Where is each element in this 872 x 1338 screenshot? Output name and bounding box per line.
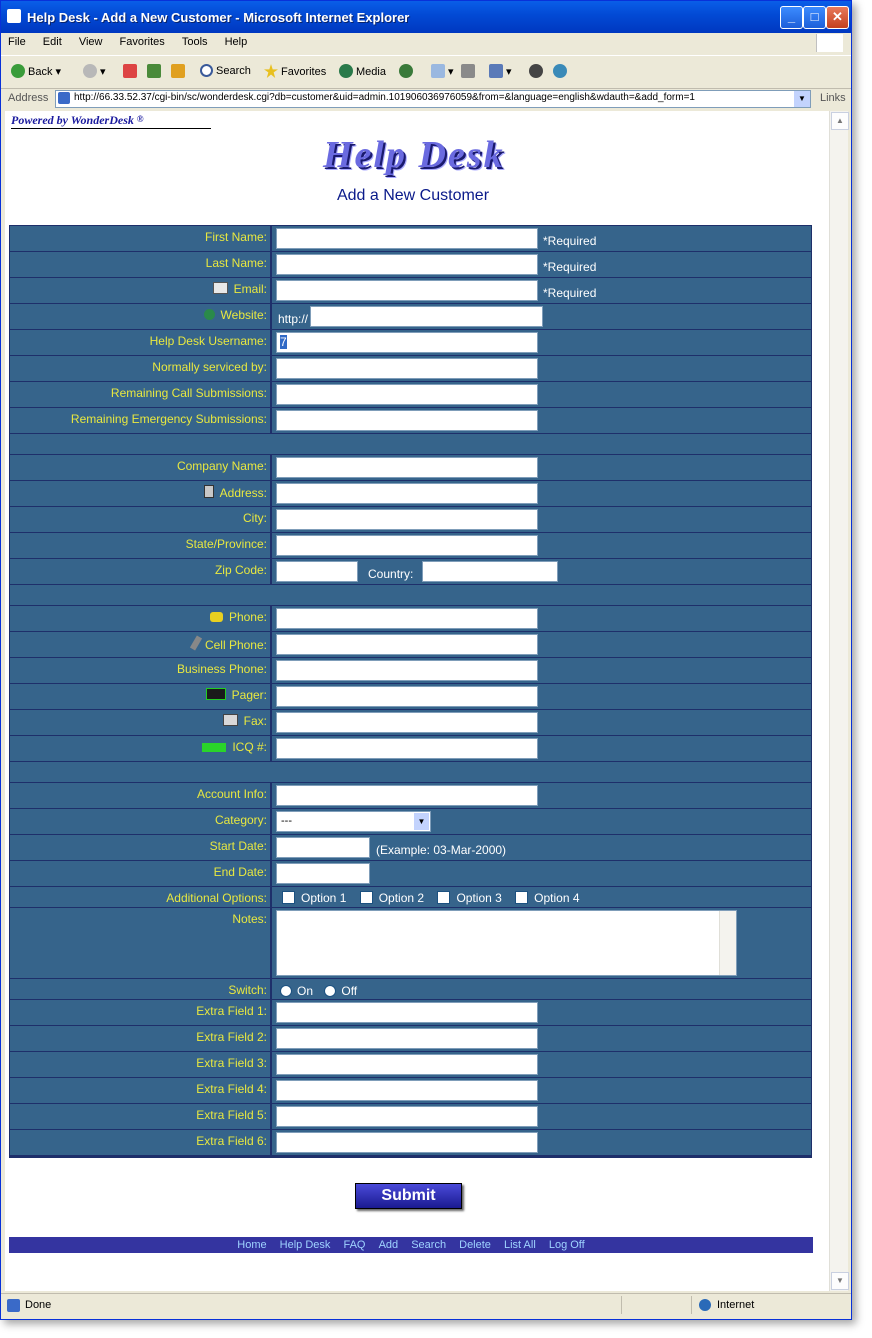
title-bar: [1, 1, 851, 33]
pager-icon: [206, 688, 226, 700]
media-icon: [339, 64, 353, 78]
submit-button[interactable]: Submit: [355, 1183, 462, 1209]
footer-link-list-all[interactable]: List All: [503, 1239, 536, 1251]
refresh-icon: [147, 64, 161, 78]
state-input[interactable]: [276, 535, 538, 556]
extra-field-2-input[interactable]: [276, 1028, 538, 1049]
spacer-row: [10, 762, 811, 782]
row-extra-1: Extra Field 1:: [10, 1000, 811, 1025]
ie-icon: [7, 9, 21, 23]
row-cell: Cell Phone:: [10, 632, 811, 657]
footer-link-log-off[interactable]: Log Off: [548, 1239, 585, 1251]
row-account-info: Account Info:: [10, 783, 811, 808]
address-bar: [1, 88, 851, 110]
forward-arrow-icon: [83, 64, 97, 78]
page-done-icon: [7, 1299, 20, 1312]
fax-icon: [223, 714, 238, 726]
extra-field-4-input[interactable]: [276, 1080, 538, 1101]
phone-input[interactable]: [276, 608, 538, 629]
stop-icon: [123, 64, 137, 78]
address-label: Address: [8, 92, 49, 104]
row-extra-5: Extra Field 5:: [10, 1104, 811, 1129]
help-desk-logo: Help Desk: [323, 134, 505, 176]
back-arrow-icon: [11, 64, 25, 78]
footer-link-delete[interactable]: Delete: [459, 1239, 491, 1251]
minimize-button[interactable]: _: [780, 6, 803, 29]
category-select[interactable]: --- ▼: [276, 811, 431, 832]
star-icon: [264, 64, 278, 78]
globe-icon: [204, 309, 215, 320]
http-prefix: http://: [278, 312, 309, 326]
links-button[interactable]: Links: [820, 92, 846, 104]
row-extra-2: Extra Field 2:: [10, 1026, 811, 1051]
menu-help[interactable]: Help: [224, 36, 248, 48]
mail-button[interactable]: ▾: [431, 64, 454, 78]
row-website: Website: http://: [10, 304, 811, 329]
city-input[interactable]: [276, 509, 538, 530]
switch-on-radio[interactable]: [280, 985, 292, 997]
last-name-input[interactable]: [276, 254, 538, 275]
extra-field-6-input[interactable]: [276, 1132, 538, 1153]
pager-input[interactable]: [276, 686, 538, 707]
page-icon: [58, 92, 70, 104]
footer-link-help-desk[interactable]: Help Desk: [279, 1239, 331, 1251]
scroll-up-icon[interactable]: ▲: [831, 112, 849, 130]
option-4-checkbox[interactable]: [515, 891, 528, 904]
address-input[interactable]: [276, 483, 538, 504]
date-example: (Example: 03-Mar-2000): [376, 843, 507, 857]
page-title: Add a New Customer: [336, 187, 490, 204]
print-icon: [461, 64, 475, 78]
extra-field-3-input[interactable]: [276, 1054, 538, 1075]
row-extra-6: Extra Field 6:: [10, 1130, 811, 1155]
row-state: State/Province:: [10, 533, 811, 558]
email-input[interactable]: [276, 280, 538, 301]
footer-nav: [9, 1237, 813, 1253]
status-divider: [691, 1296, 692, 1314]
scroll-down-icon[interactable]: ▼: [831, 1272, 849, 1290]
mail-icon: [431, 64, 445, 78]
row-extra-3: Extra Field 3:: [10, 1052, 811, 1077]
start-date-input[interactable]: [276, 837, 370, 858]
first-name-input[interactable]: [276, 228, 538, 249]
row-business-phone: Business Phone:: [10, 658, 811, 683]
row-phone: Phone:: [10, 606, 811, 631]
windows-logo-icon: [816, 34, 843, 52]
row-address: Address:: [10, 481, 811, 506]
row-end-date: End Date:: [10, 861, 811, 886]
back-button[interactable]: Back ▾: [11, 64, 61, 78]
row-fax: Fax:: [10, 710, 811, 735]
search-icon: [200, 64, 213, 77]
close-button[interactable]: ✕: [826, 6, 849, 29]
footer-link-search[interactable]: Search: [411, 1239, 447, 1251]
history-button[interactable]: [399, 64, 416, 78]
customer-form: [9, 225, 812, 1158]
row-serviced-by: Normally serviced by:: [10, 356, 811, 381]
row-zip: Zip Code: Country:: [10, 559, 811, 584]
extra-field-1-input[interactable]: [276, 1002, 538, 1023]
icq-icon: [202, 743, 226, 752]
address-dropdown-icon[interactable]: ▼: [794, 91, 810, 107]
spacer-row: [10, 434, 811, 454]
discuss-button[interactable]: [529, 64, 546, 78]
messenger-icon: [553, 64, 567, 78]
footer-link-home[interactable]: Home: [237, 1239, 267, 1251]
row-last-name: Last Name: *Required: [10, 252, 811, 277]
edit-button[interactable]: ▾: [489, 64, 512, 78]
status-text: Done: [25, 1299, 52, 1311]
row-username: Help Desk Username: 7: [10, 330, 811, 355]
remaining-emergency-input[interactable]: [276, 410, 538, 431]
serviced-by-input[interactable]: [276, 358, 538, 379]
spacer-row: [10, 585, 811, 605]
home-icon: [171, 64, 185, 78]
stop-button[interactable]: [123, 64, 140, 78]
row-start-date: Start Date: (Example: 03-Mar-2000): [10, 835, 811, 860]
row-email: Email: *Required: [10, 278, 811, 303]
row-additional-options: Additional Options: Option 1 Option 2 Option 3 Option 4: [10, 887, 811, 907]
row-remaining-calls: Remaining Call Submissions:: [10, 382, 811, 407]
country-input[interactable]: [422, 561, 558, 582]
row-category: Category: --- ▼: [10, 809, 811, 834]
powered-by-link[interactable]: Powered by WonderDesk ®: [11, 113, 211, 129]
menu-tools[interactable]: Tools: [181, 36, 208, 48]
zone-text: Internet: [717, 1299, 755, 1311]
username-input[interactable]: 7: [276, 332, 538, 353]
notes-textarea[interactable]: [276, 910, 737, 976]
email-icon: [213, 282, 228, 294]
footer-link-faq[interactable]: FAQ: [343, 1239, 366, 1251]
page-content: [5, 111, 829, 1291]
row-switch: Switch: On Off: [10, 979, 811, 999]
address-icon: [204, 485, 214, 498]
zip-input[interactable]: [276, 561, 358, 582]
discuss-icon: [529, 64, 543, 78]
option-1-checkbox[interactable]: [282, 891, 295, 904]
refresh-button[interactable]: [147, 64, 164, 78]
page-scrollbar[interactable]: [829, 111, 848, 1291]
print-button[interactable]: [461, 64, 478, 78]
row-icq: ICQ #:: [10, 736, 811, 761]
address-input[interactable]: [55, 90, 811, 108]
fax-input[interactable]: [276, 712, 538, 733]
option-2-checkbox[interactable]: [360, 891, 373, 904]
menu-bar: [1, 33, 851, 53]
country-label: Country:: [368, 567, 414, 581]
select-arrow-icon: ▼: [414, 813, 429, 830]
messenger-button[interactable]: [553, 64, 570, 78]
edit-page-icon: [489, 64, 503, 78]
website-input[interactable]: [310, 306, 543, 327]
address-url: http://66.33.52.37/cgi-bin/sc/wonderdesk.cgi?db=customer&uid=admin.101906036976059&from=&language=english&wdauth=&add_form=1: [74, 92, 695, 103]
status-bar: [1, 1293, 851, 1318]
internet-globe-icon: [699, 1299, 711, 1311]
cell-phone-input[interactable]: [276, 634, 538, 655]
notes-scrollbar[interactable]: [719, 911, 736, 975]
toolbar: [1, 55, 851, 89]
favorites-button[interactable]: Favorites: [264, 64, 326, 78]
window-title: Help Desk - Add a New Customer - Microsoft Internet Explorer: [27, 10, 410, 25]
home-button[interactable]: [171, 64, 188, 78]
menu-file[interactable]: File: [8, 36, 26, 48]
switch-off-radio[interactable]: [324, 985, 336, 997]
account-info-input[interactable]: [276, 785, 538, 806]
row-remaining-emergency: Remaining Emergency Submissions:: [10, 408, 811, 433]
icq-input[interactable]: [276, 738, 538, 759]
row-extra-4: Extra Field 4:: [10, 1078, 811, 1103]
remaining-calls-input[interactable]: [276, 384, 538, 405]
option-3-checkbox[interactable]: [437, 891, 450, 904]
business-phone-input[interactable]: [276, 660, 538, 681]
history-icon: [399, 64, 413, 78]
company-input[interactable]: [276, 457, 538, 478]
end-date-input[interactable]: [276, 863, 370, 884]
cell-phone-icon: [190, 635, 202, 650]
footer-link-add[interactable]: Add: [378, 1239, 399, 1251]
maximize-button[interactable]: □: [803, 6, 826, 29]
media-button[interactable]: Media: [339, 64, 386, 78]
phone-icon: [210, 612, 223, 622]
status-divider: [621, 1296, 622, 1314]
menu-favorites[interactable]: Favorites: [119, 36, 165, 48]
search-button[interactable]: Search: [200, 64, 251, 77]
extra-field-5-input[interactable]: [276, 1106, 538, 1127]
forward-button[interactable]: ▾: [83, 64, 106, 78]
row-city: City:: [10, 507, 811, 532]
menu-view[interactable]: View: [78, 36, 103, 48]
menu-edit[interactable]: Edit: [42, 36, 62, 48]
row-company: Company Name:: [10, 455, 811, 480]
row-pager: Pager:: [10, 684, 811, 709]
row-first-name: First Name: *Required: [10, 226, 811, 251]
row-notes: Notes:: [10, 908, 811, 978]
